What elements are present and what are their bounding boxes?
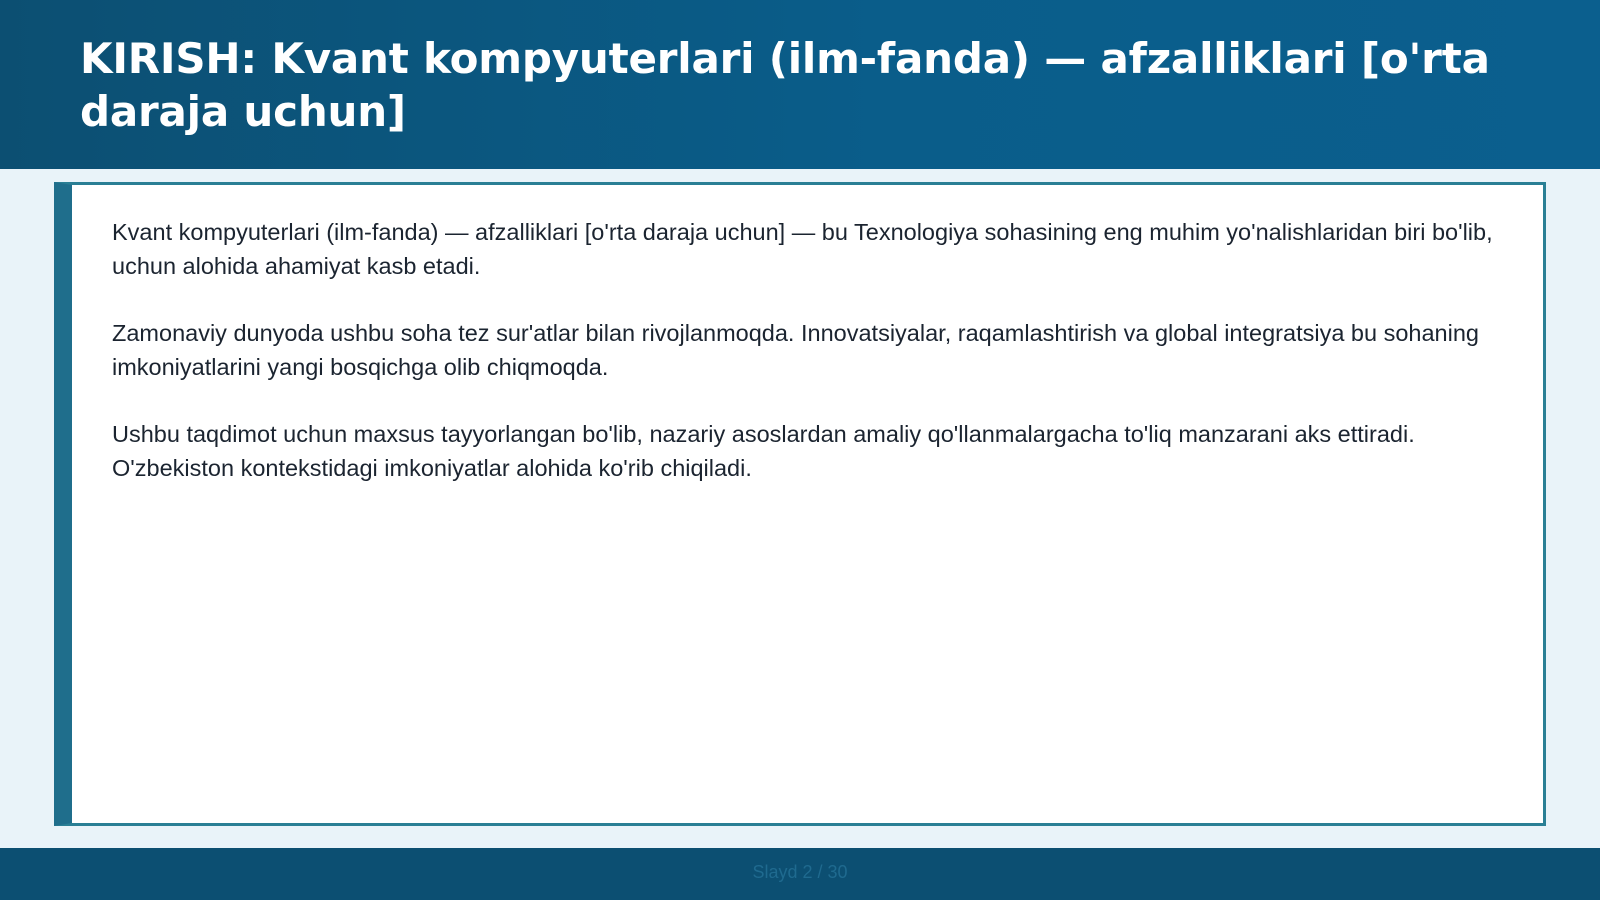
slide-header [0, 0, 1600, 169]
content-body [112, 215, 1502, 518]
slide-number: Slayd 2 / 30 [752, 862, 848, 882]
paragraph-modern-world: Zamonaviy dunyoda ushbu soha tez sur'atlar bilan rivojlanmoqda. Innovatsiyalar, raqamlashtirish va global integratsiya bu sohaning imkoniyatlarini yangi bosqichga olib chiqmoqda. [112, 320, 1479, 380]
slide-title: KIRISH: Kvant kompyuterlari (ilm-fanda) — afzalliklari [o'rta daraja uchun] [80, 34, 1490, 136]
paragraph-intro: Kvant kompyuterlari (ilm-fanda) — afzalliklari [o'rta daraja uchun] — bu Texnologiya sohasining eng muhim yo'nalishlaridan biri bo'lib, uchun alohida ahamiyat kasb etadi. [112, 219, 1493, 279]
paragraph-presentation-scope: Ushbu taqdimot uchun maxsus tayyorlangan bo'lib, nazariy asoslardan amaliy qo'llanmalargacha to'liq manzarani aks ettiradi. O'zbekiston kontekstidagi imkoniyatlar alohida ko'rib chiqiladi. [112, 421, 1415, 481]
content-card [54, 182, 1546, 826]
slide-footer [0, 848, 1600, 900]
